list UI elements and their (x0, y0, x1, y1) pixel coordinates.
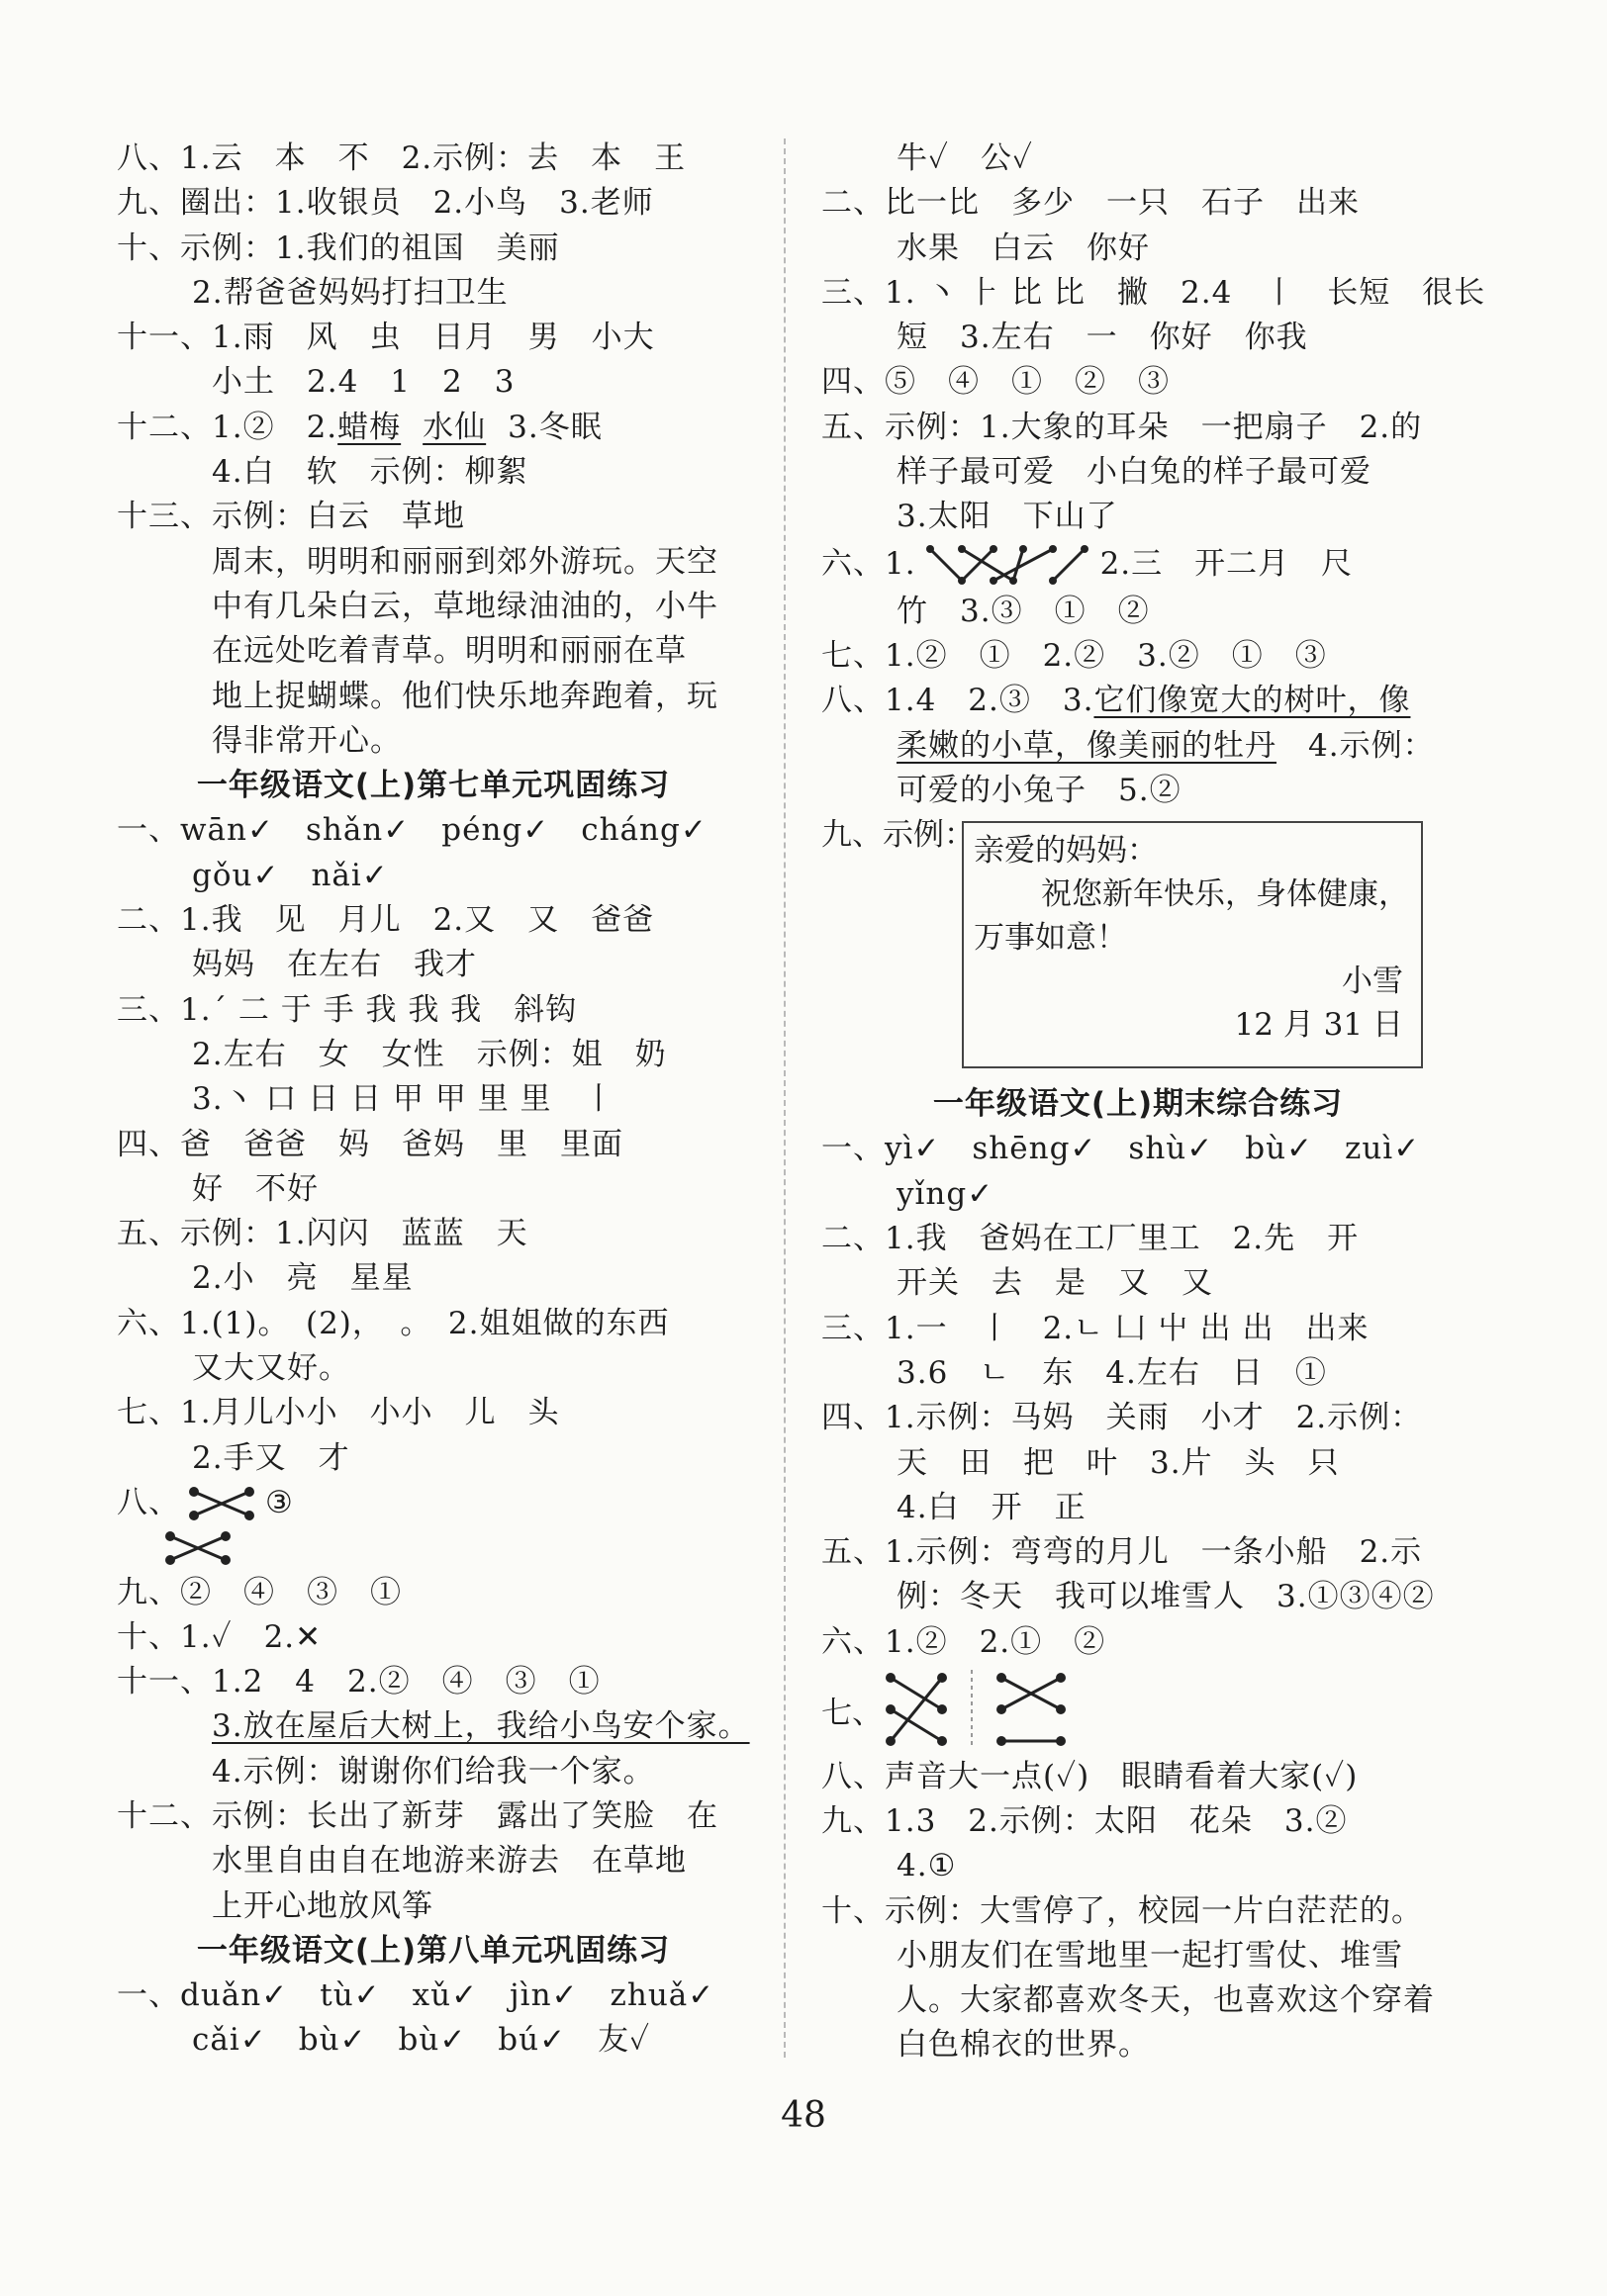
matching-diagram (188, 1484, 257, 1523)
answer-line: 2.小 亮 星星 (192, 1260, 414, 1297)
answer-line: 十一、1.雨 风 虫 日月 男 小大 (117, 320, 655, 356)
answer-text: 八、 (117, 1484, 180, 1520)
answer-line: 天 田 把 叶 3.片 头 只 (897, 1444, 1340, 1481)
answer-text: 4.示例： (1276, 727, 1435, 764)
answer-text: 3.冬眠 (508, 409, 603, 445)
answer-line: 牛✓ 公✓ (897, 140, 1033, 176)
answer-line: 又大又好。 (192, 1350, 350, 1387)
answer-text: 六、1. (821, 546, 916, 583)
underlined-answer: 3.放在屋后大树上，我给小鸟安个家。 (212, 1708, 750, 1745)
answer-line: 2.手又 才 (192, 1439, 350, 1476)
underlined-answer: 柔嫩的小草，像美丽的牡丹 (897, 727, 1276, 764)
card-body: 万事如意！ (974, 920, 1127, 957)
greeting-card (962, 821, 1423, 1068)
answer-line: 三、1.一 丨 2.ㄴ 凵 屮 出 出 出来 (821, 1310, 1370, 1346)
essay-line: 人。大家都喜欢冬天，也喜欢这个穿着 (897, 1982, 1435, 2019)
answer-line: yǐng✓ (897, 1175, 994, 1212)
answer-line: 六、1.(1)。 (2)， 。 2.姐姐做的东西 (117, 1305, 670, 1341)
section-heading-unit7: 一年级语文(上)第七单元巩固练习 (196, 768, 671, 804)
answer-line: 三、1.ˊ 二 于 手 我 我 我 斜钩 (117, 991, 578, 1028)
answer-line: gǒu✓ nǎi✓ (192, 857, 389, 893)
answer-line (821, 1665, 1455, 1755)
answer-line: 八、声音大一点(✓) 眼睛看着大家(✓) (821, 1758, 1359, 1794)
column-divider (784, 138, 786, 2058)
answer-line: 样子最可爱 小白兔的样子最可爱 (897, 454, 1371, 491)
answer-line: 水里自由自在地游来游去 在草地 (212, 1843, 687, 1880)
essay-line: 周末，明明和丽丽到郊外游玩。天空 (212, 543, 718, 580)
answer-text: 九、示例： (821, 817, 975, 854)
answer-line: 例：冬天 我可以堆雪人 3.①③④② (897, 1579, 1435, 1615)
answer-line: 4.白 开 正 (897, 1489, 1087, 1525)
right-column (821, 137, 1486, 2068)
answer-line: 上开心地放风筝 (212, 1887, 433, 1924)
answer-line (117, 1704, 750, 1749)
connect-lines-diagram (924, 543, 1092, 587)
answer-line: 一、wān✓ shǎn✓ péng✓ cháng✓ (117, 812, 708, 849)
underlined-answer: 它们像宽大的树叶，像 (1093, 683, 1411, 719)
answer-line: 2.帮爸爸妈妈打扫卫生 (192, 274, 509, 311)
answer-line: 十一、1.2 4 2.② ④ ③ ① (117, 1664, 601, 1700)
answer-line: 二、比一比 多少 一只 石子 出来 (821, 185, 1360, 222)
answer-line: 三、1. 丶 ⺊ 比 比 撇 2.4 丨 长短 很长 (821, 274, 1486, 311)
matching-diagram (164, 1528, 234, 1568)
answer-line: 3.6 ㄴ 东 4.左右 日 ① (897, 1354, 1327, 1391)
answer-line: 四、⑤ ④ ① ② ③ (821, 364, 1170, 401)
answer-text: ③ (265, 1484, 294, 1520)
answer-line: 七、1.月儿小小 小小 儿 头 (117, 1395, 560, 1431)
answer-line: 4.示例：谢谢你们给我一个家。 (212, 1753, 655, 1790)
answer-line (821, 679, 1455, 723)
answer-line: 十三、示例：白云 草地 (117, 499, 465, 535)
page-number: 48 (781, 2095, 826, 2136)
answer-text: 七、 (821, 1695, 883, 1731)
essay-line: 白色棉衣的世界。 (897, 2027, 1150, 2064)
answer-line (821, 540, 1455, 590)
card-signature: 小雪 (1342, 964, 1403, 1000)
underlined-answer: 蜡梅 (337, 409, 402, 445)
answer-line: 四、1.示例：马妈 关雨 小才 2.示例： (821, 1400, 1423, 1436)
essay-line: 得非常开心。 (212, 722, 402, 759)
section-heading-unit8: 一年级语文(上)第八单元巩固练习 (196, 1932, 671, 1969)
answer-line: 3.太阳 下山了 (897, 499, 1118, 535)
answer-line (821, 724, 1455, 769)
answer-line: 二、1.我 见 月儿 2.又 又 爸爸 (117, 902, 655, 939)
answer-line: 可爱的小兔子 5.② (897, 772, 1182, 808)
left-column (117, 137, 750, 2064)
matching-diagram (883, 1668, 1081, 1751)
answer-line: 好 不好 (192, 1170, 319, 1207)
answer-line: 2.左右 女 女性 示例：姐 奶 (192, 1036, 667, 1072)
answer-line: 小土 2.4 1 2 3 (212, 364, 516, 401)
underlined-answer: 水仙 (423, 409, 487, 445)
answer-line: 4.① (897, 1848, 957, 1884)
answer-line: 一、yì✓ shēng✓ shù✓ bù✓ zuì✓ (821, 1131, 1421, 1167)
answer-line: 十、示例：1.我们的祖国 美丽 (117, 230, 560, 266)
answer-line: 五、1.示例：弯弯的月儿 一条小船 2.示 (821, 1534, 1423, 1571)
answer-line: 开关 去 是 又 又 (897, 1265, 1213, 1302)
greeting-card-question (821, 813, 1455, 1082)
essay-line: 小朋友们在雪地里一起打雪仗、堆雪 (897, 1937, 1403, 1974)
answer-line: 3.丶 口 日 日 甲 甲 里 里 丨 (192, 1081, 615, 1118)
answer-line: 十、示例：大雪停了，校园一片白茫茫的。 (821, 1892, 1423, 1929)
card-date: 12 月 31 日 (1234, 1007, 1403, 1044)
answer-line: 六、1.② 2.① ② (821, 1623, 1106, 1660)
answer-line: 九、圈出：1.收银员 2.小鸟 3.老师 (117, 185, 654, 222)
answer-line: 4.白 软 示例：柳絮 (212, 454, 528, 491)
answer-line: 十、1.✓ 2.✕ (117, 1618, 323, 1655)
answer-line (117, 406, 750, 450)
essay-line: 中有几朵白云，草地绿油油的，小牛 (212, 588, 718, 624)
answer-line: 九、② ④ ③ ① (117, 1574, 402, 1610)
answer-line: 八、1.云 本 不 2.示例：去 本 王 (117, 140, 687, 176)
answer-line: 四、爸 爸爸 妈 爸妈 里 里面 (117, 1126, 623, 1162)
answer-line: 水果 白云 你好 (897, 230, 1150, 266)
card-greeting: 亲爱的妈妈： (974, 833, 1158, 870)
answer-line: 五、示例：1.大象的耳朵 一把扇子 2.的 (821, 409, 1423, 445)
answer-line: 二、1.我 爸妈在工厂里工 2.先 开 (821, 1221, 1360, 1257)
answer-text: 八、1.4 2.③ 3. (821, 683, 1094, 719)
answer-line: 十二、示例：长出了新芽 露出了笑脸 在 (117, 1797, 718, 1834)
answer-line: 七、1.② ① 2.② 3.② ① ③ (821, 637, 1327, 674)
answer-line: 五、示例：1.闪闪 蓝蓝 天 (117, 1216, 528, 1252)
answer-line: 竹 3.③ ① ② (897, 593, 1150, 629)
section-heading-final: 一年级语文(上)期末综合练习 (932, 1086, 1344, 1123)
answer-text: 十二、1.② 2. (117, 409, 338, 445)
card-body: 祝您新年快乐，身体健康， (1041, 876, 1409, 913)
essay-line: 地上捉蝴蝶。他们快乐地奔跑着，玩 (212, 678, 718, 714)
answer-line (117, 1481, 750, 1525)
answer-text: 2.三 开二月 尺 (1099, 546, 1354, 583)
answer-line: 一、duǎn✓ tù✓ xǔ✓ jìn✓ zhuǎ✓ (117, 1977, 715, 2014)
matching-row (117, 1525, 750, 1570)
answer-line: 九、1.3 2.示例：太阳 花朵 3.② (821, 1802, 1348, 1839)
essay-line: 在远处吃着青草。明明和丽丽在草 (212, 633, 687, 670)
answer-line: 妈妈 在左右 我才 (192, 947, 477, 983)
answer-line: cǎi✓ bù✓ bù✓ bú✓ 友✓ (192, 2022, 651, 2059)
answer-line: 短 3.左右 一 你好 你我 (897, 320, 1308, 356)
